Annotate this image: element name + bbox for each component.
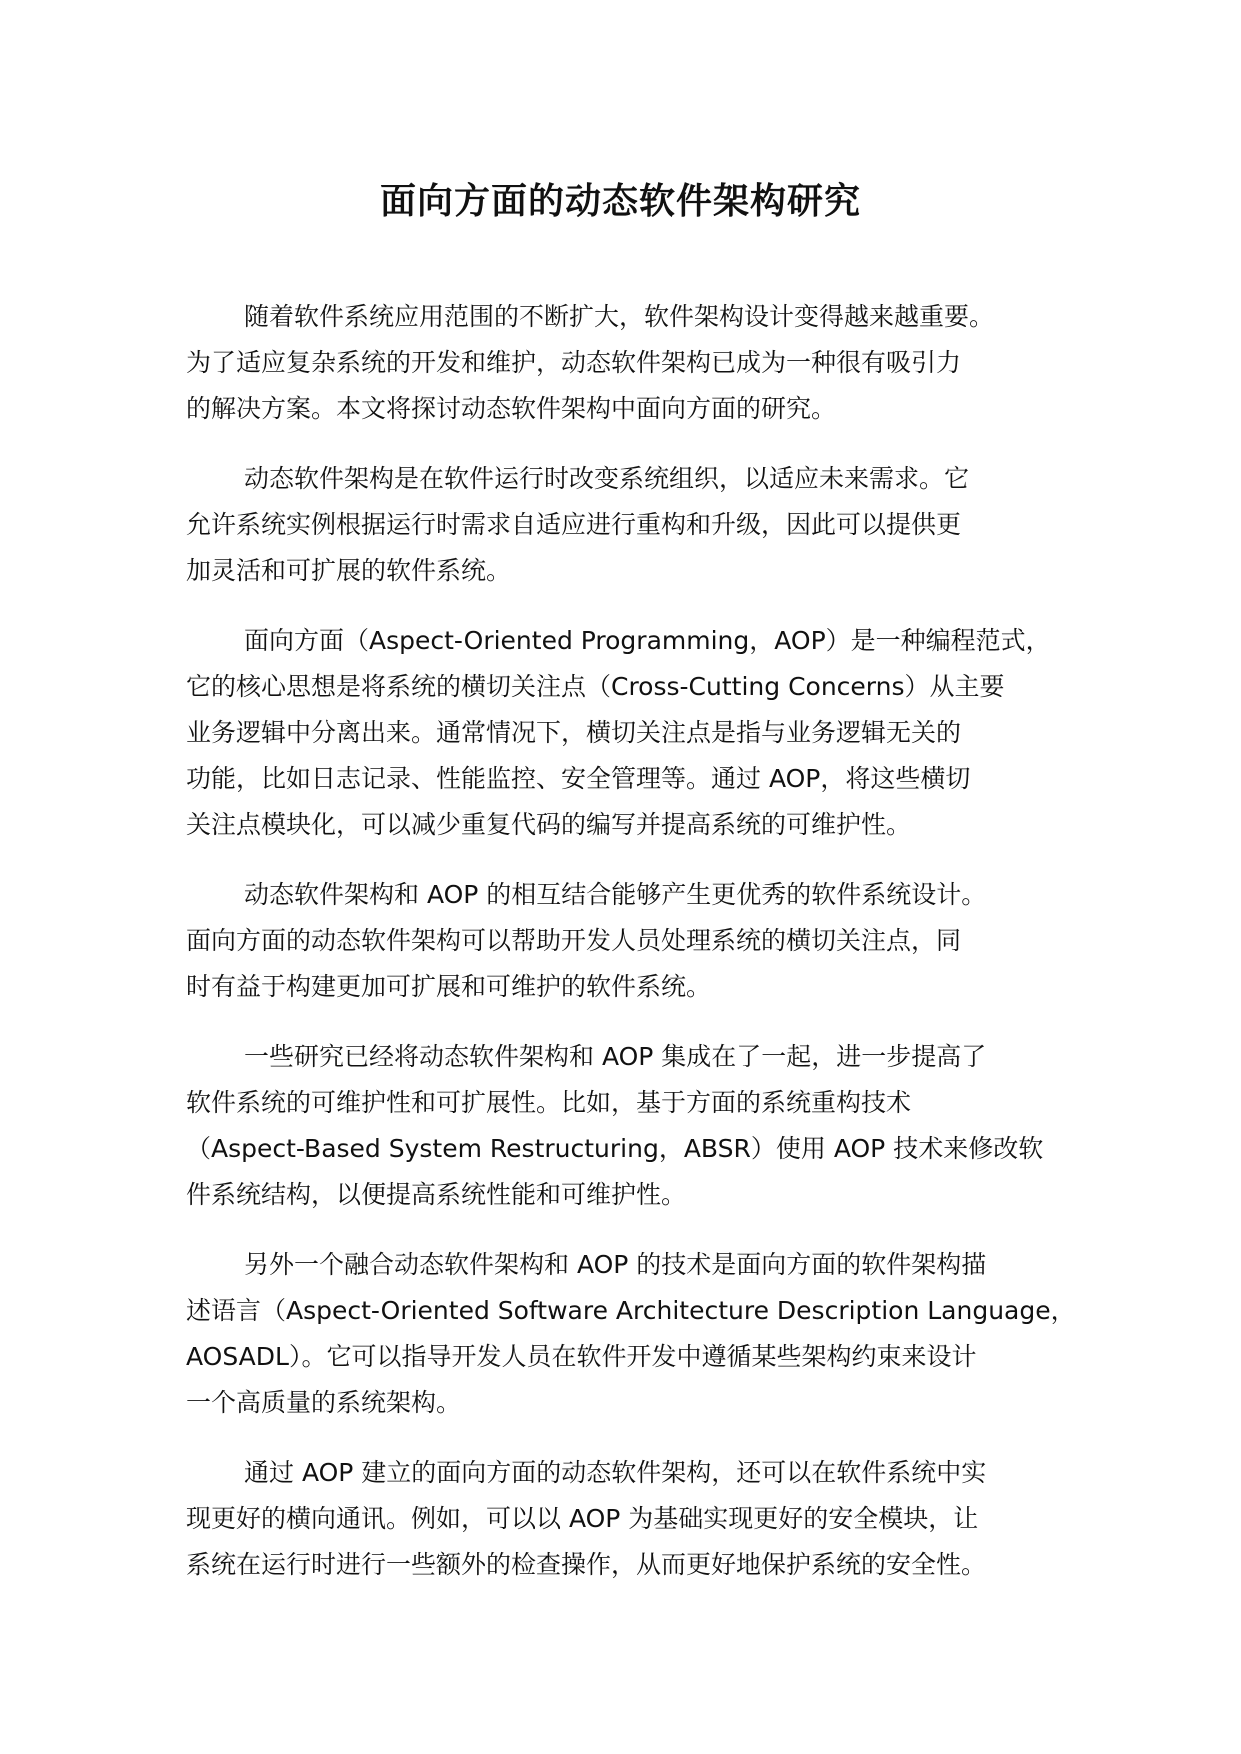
paragraph-line: 面向方面的动态软件架构可以帮助开发人员处理系统的横切关注点，同	[186, 926, 962, 955]
paragraph-line: 时有益于构建更加可扩展和可维护的软件系统。	[186, 972, 712, 1001]
paragraph-line: 面向方面（Aspect-Oriented Programming，AOP）是一种编程范式，	[244, 626, 1051, 655]
paragraph-line: 允许系统实例根据运行时需求自适应进行重构和升级，因此可以提供更	[186, 510, 962, 539]
paragraph-line: 功能，比如日志记录、性能监控、安全管理等。通过 AOP，将这些横切	[186, 764, 971, 793]
paragraph-line: 动态软件架构是在软件运行时改变系统组织，以适应未来需求。它	[244, 464, 970, 493]
paragraph-line: 一些研究已经将动态软件架构和 AOP 集成在了一起，进一步提高了	[244, 1042, 987, 1071]
document-title: 面向方面的动态软件架构研究	[379, 181, 861, 222]
paragraph	[186, 1242, 1086, 1426]
paragraph	[186, 1034, 1086, 1218]
paragraph	[186, 1450, 1086, 1588]
paragraph	[186, 872, 1086, 1010]
paragraph-line: 现更好的横向通讯。例如，可以以 AOP 为基础实现更好的安全模块，让	[186, 1504, 979, 1533]
paragraph-line: 它的核心思想是将系统的横切关注点（Cross-Cutting Concerns）从主要	[186, 672, 1005, 701]
paragraph-line: 一个高质量的系统架构。	[186, 1388, 462, 1417]
paragraph-line: AOSADL）。它可以指导开发人员在软件开发中遵循某些架构约束来设计	[186, 1342, 977, 1371]
document-body	[186, 294, 1086, 1612]
paragraph	[186, 456, 1086, 594]
paragraph-line: 加灵活和可扩展的软件系统。	[186, 556, 512, 585]
paragraph-line: 件系统结构，以便提高系统性能和可维护性。	[186, 1180, 687, 1209]
paragraph-line: 的解决方案。本文将探讨动态软件架构中面向方面的研究。	[186, 394, 837, 423]
paragraph-line: 随着软件系统应用范围的不断扩大，软件架构设计变得越来越重要。	[244, 302, 995, 331]
paragraph-line: 另外一个融合动态软件架构和 AOP 的技术是面向方面的软件架构描	[244, 1250, 987, 1279]
paragraph	[186, 618, 1086, 848]
paragraph-line: 为了适应复杂系统的开发和维护，动态软件架构已成为一种很有吸引力	[186, 348, 962, 377]
paragraph-line: 关注点模块化，可以减少重复代码的编写并提高系统的可维护性。	[186, 810, 912, 839]
paragraph-line: 业务逻辑中分离出来。通常情况下，横切关注点是指与业务逻辑无关的	[186, 718, 962, 747]
paragraph-line: 动态软件架构和 AOP 的相互结合能够产生更优秀的软件系统设计。	[244, 880, 987, 909]
paragraph-line: （Aspect-Based System Restructuring，ABSR）使用 AOP 技术来修改软	[186, 1134, 1044, 1163]
paragraph-line: 述语言（Aspect-Oriented Software Architecture Description Language，	[186, 1296, 1076, 1325]
paragraph-line: 系统在运行时进行一些额外的检查操作，从而更好地保护系统的安全性。	[186, 1550, 987, 1579]
paragraph-line: 通过 AOP 建立的面向方面的动态软件架构，还可以在软件系统中实	[244, 1458, 987, 1487]
paragraph	[186, 294, 1086, 432]
paragraph-line: 软件系统的可维护性和可扩展性。比如，基于方面的系统重构技术	[186, 1088, 912, 1117]
